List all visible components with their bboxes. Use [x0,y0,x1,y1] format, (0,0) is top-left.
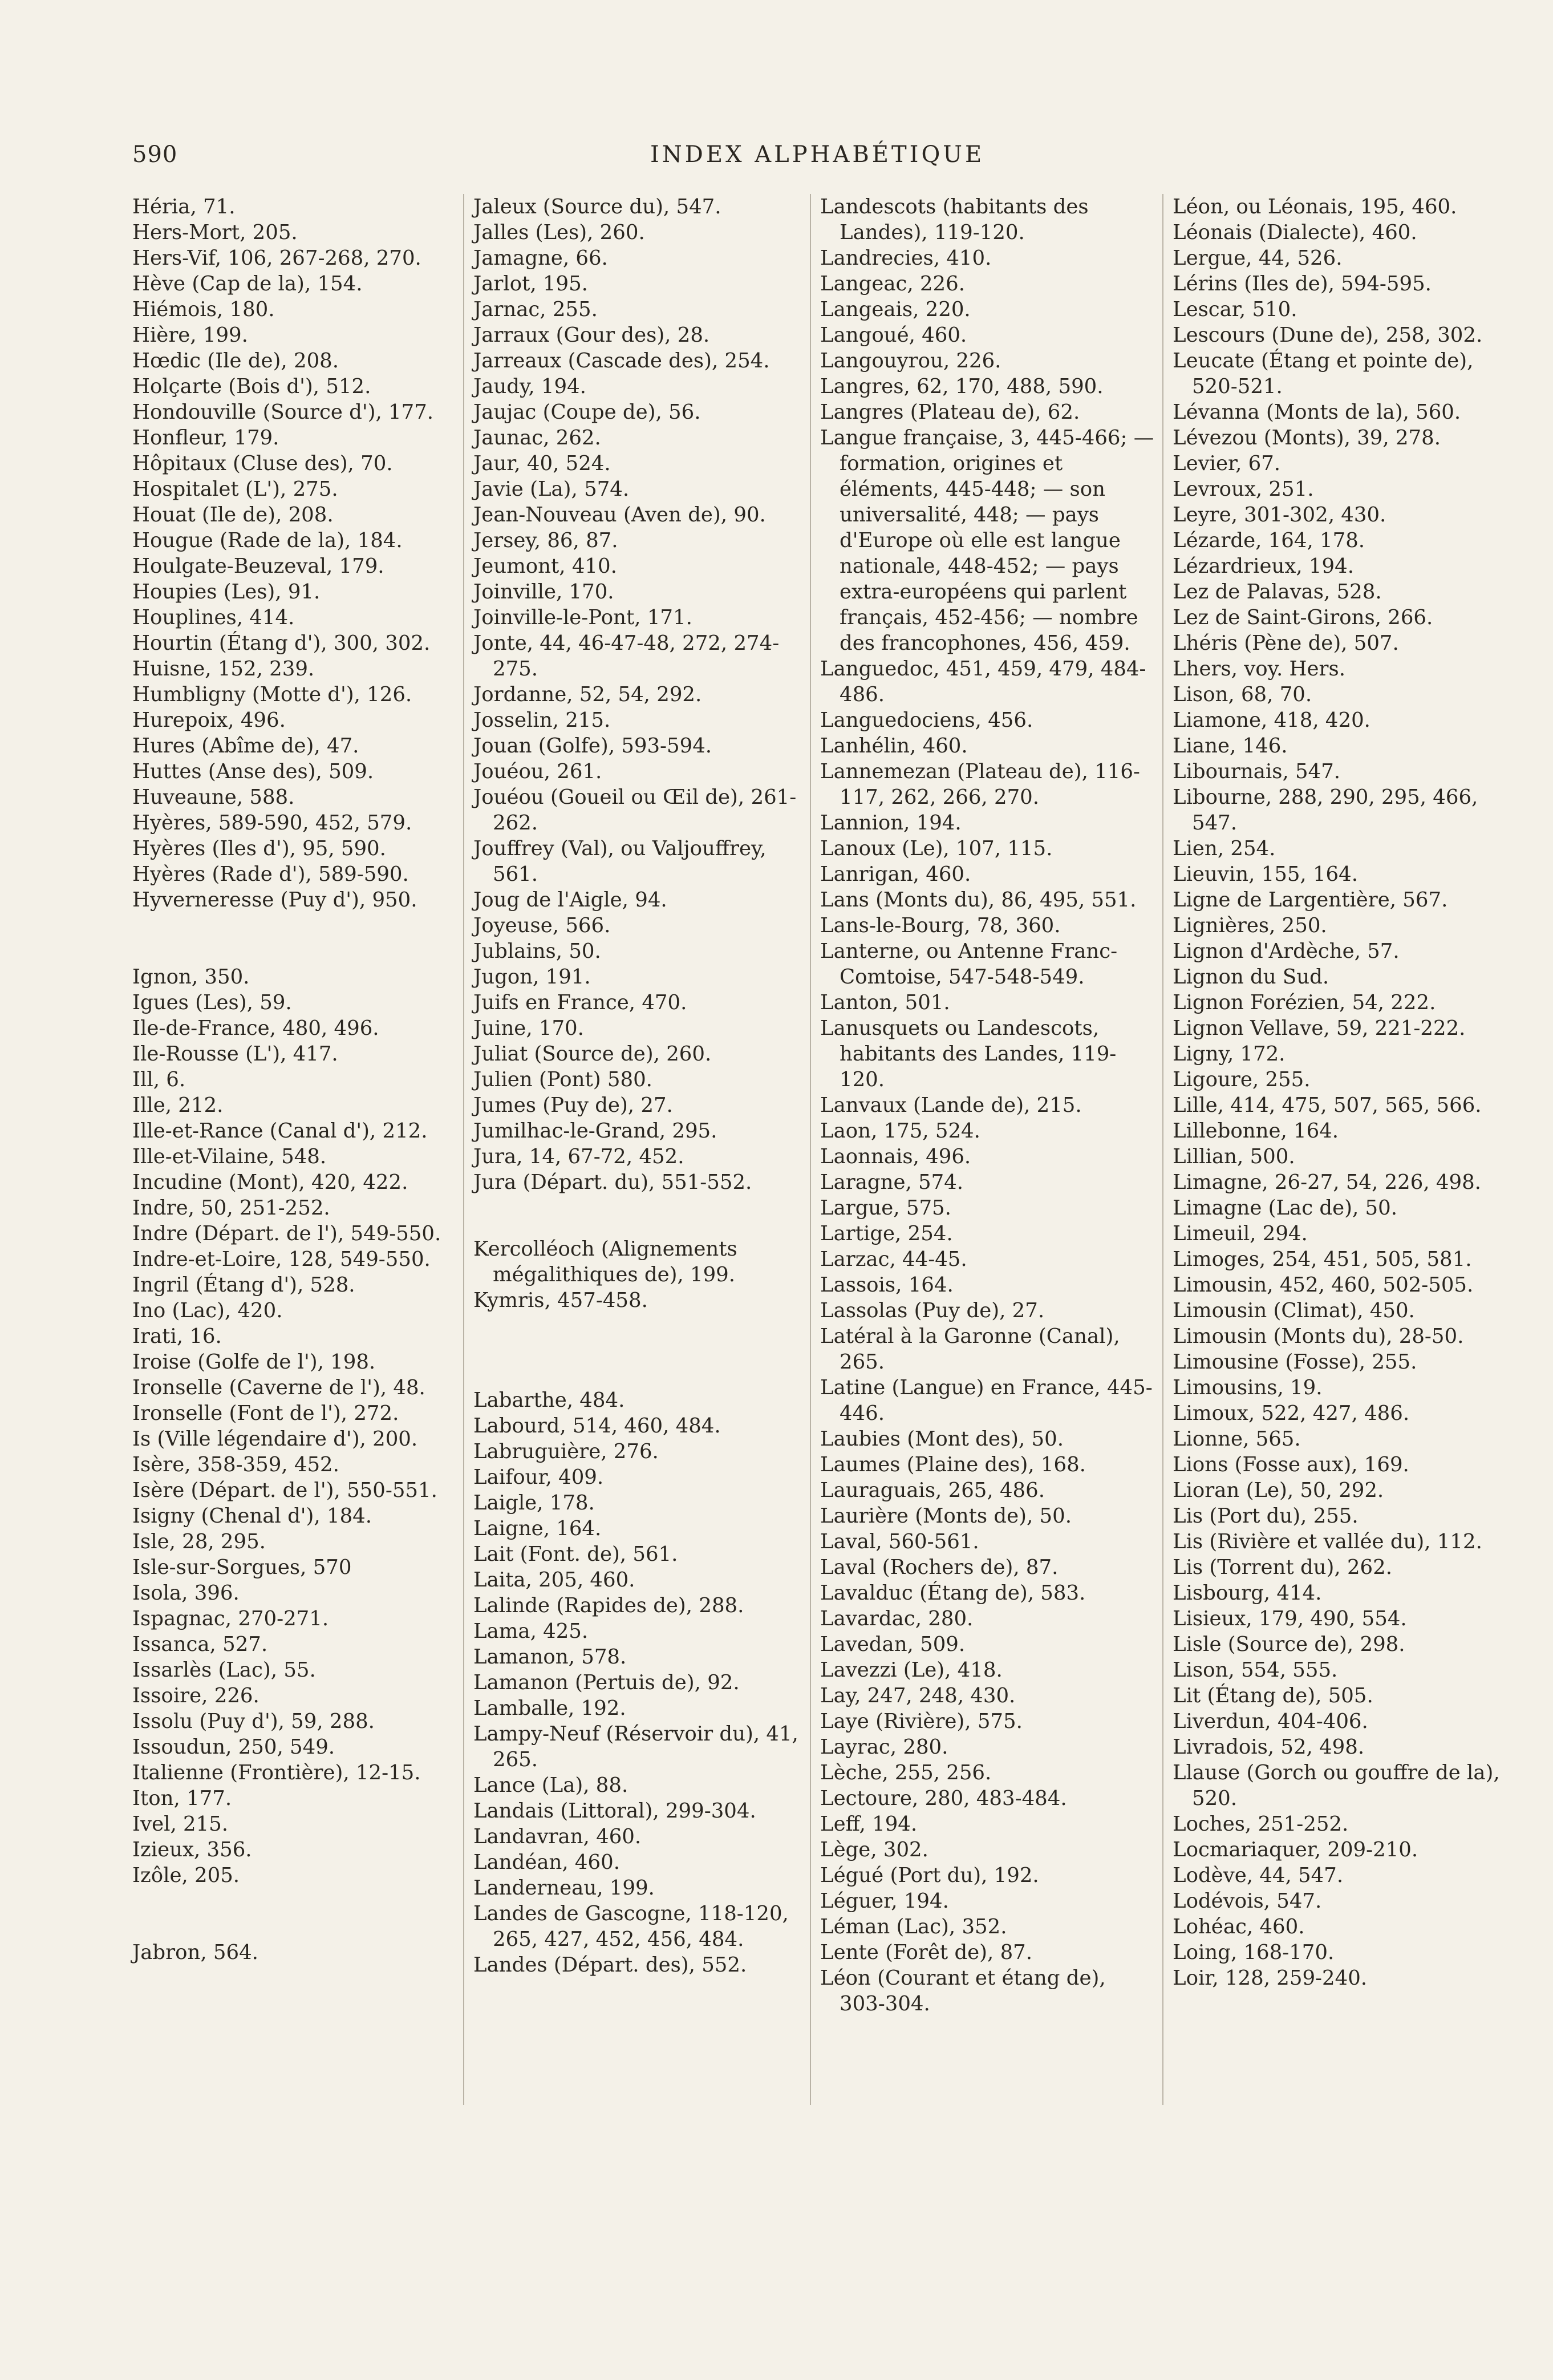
index-entry: Joug de l'Aigle, 94. [473,888,667,912]
index-entry: Italienne (Frontière), 12-15. [132,1761,421,1784]
index-entry: Hondouville (Source d'), 177. [132,400,434,424]
index-entry: Ironselle (Font de l'), 272. [132,1402,399,1425]
index-entry: Laval (Rochers de), 87. [820,1556,1059,1579]
index-entry: Langres (Plateau de), 62. [820,400,1080,424]
index-entry: Jouéou (Goueil ou Œil de), 261-262. [473,786,797,835]
index-entry: Jublains, 50. [473,940,601,963]
index-entry: Limousin (Climat), 450. [1173,1299,1415,1322]
index-entry: Hiémois, 180. [132,298,275,321]
index-entry: Lance (La), 88. [473,1774,629,1797]
index-entry: Légué (Port du), 192. [820,1864,1039,1887]
index-column-4 [1173,194,1515,1991]
index-entry: Landes (Départ. des), 552. [473,1953,747,1977]
index-entry: Hyères, 589-590, 452, 579. [132,811,412,835]
index-entry: Laurière (Monts de), 50. [820,1504,1072,1528]
index-entry: Jugon, 191. [473,965,591,989]
index-entry: Libourne, 288, 290, 295, 466, 547. [1173,786,1478,835]
index-entry: Langue française, 3, 445-466; — formation, origines et éléments, 445-448; — son universalité, 448; — pays d'Europe où elle est langue nationale, 448-452; — pays extra-européens qui parlent français, 452-456; — nombre des francophones, 456, 459. [820,426,1154,655]
index-entry: Hers-Vif, 106, 267-268, 270. [132,246,421,270]
index-entry: Hyères (Iles d'), 95, 590. [132,837,386,860]
index-entry: Lassolas (Puy de), 27. [820,1299,1045,1322]
index-entry: Lanhélin, 460. [820,734,968,758]
index-entry: Langeac, 226. [820,272,965,296]
index-entry: Leff, 194. [820,1812,918,1836]
index-entry: Indre-et-Loire, 128, 549-550. [132,1248,431,1271]
index-entry: Jarlot, 195. [473,272,588,296]
index-entry: Laval, 560-561. [820,1530,979,1553]
index-column-1 [132,194,452,1965]
index-entry: Jumes (Puy de), 27. [473,1094,673,1117]
index-entry: Landavran, 460. [473,1825,642,1848]
index-entry: Jeumont, 410. [473,554,617,578]
index-entry: Lans (Monts du), 86, 495, 551. [820,888,1137,912]
index-entry: Lannion, 194. [820,811,962,835]
index-entry: Lis (Rivière et vallée du), 112. [1173,1530,1482,1553]
index-entry: Jouffrey (Val), ou Valjouffrey, 561. [473,837,767,886]
index-entry: Joinville-le-Pont, 171. [473,606,692,629]
index-entry: Isère, 358-359, 452. [132,1453,339,1476]
index-entry: Landes de Gascogne, 118-120, 265, 427, 452, 456, 484. [473,1902,789,1951]
index-entry: Incudine (Mont), 420, 422. [132,1171,408,1194]
index-entry: Lait (Font. de), 561. [473,1543,678,1566]
index-entry: Lamballe, 192. [473,1697,626,1720]
index-entry: Lisieux, 179, 490, 554. [1173,1607,1407,1630]
index-entry: Lez de Palavas, 528. [1173,580,1382,604]
index-entry: Huttes (Anse des), 509. [132,760,374,783]
index-entry: Laon, 175, 524. [820,1119,980,1143]
index-entry: Jamagne, 66. [473,246,608,270]
index-entry: Hourtin (Étang d'), 300, 302. [132,632,431,655]
index-entry: Lescar, 510. [1173,298,1297,321]
index-entry: Lartige, 254. [820,1222,953,1245]
index-entry: Livradois, 52, 498. [1173,1735,1365,1759]
page-header [0,141,1553,176]
index-entry: Ille, 212. [132,1094,224,1117]
index-entry: Lama, 425. [473,1620,589,1643]
index-entry: Laonnais, 496. [820,1145,971,1168]
index-entry: Ivel, 215. [132,1812,229,1836]
index-entry: Léon, ou Léonais, 195, 460. [1173,195,1457,218]
index-entry: Labourd, 514, 460, 484. [473,1414,721,1438]
index-entry: Iton, 177. [132,1787,232,1810]
letter-section-gap [473,1313,804,1387]
index-entry: Hyères (Rade d'), 589-590. [132,863,409,886]
index-entry: Héria, 71. [132,195,236,218]
index-entry: Languedociens, 456. [820,709,1033,732]
index-entry: Llause (Gorch ou gouffre de la), 520. [1173,1761,1500,1810]
index-entry: Lanrigan, 460. [820,863,971,886]
index-entry: Lisle (Source de), 298. [1173,1633,1405,1656]
index-entry: Lanton, 501. [820,991,950,1014]
index-entry: Jersey, 86, 87. [473,529,618,552]
page-number: 590 [132,141,178,168]
index-entry: Lassois, 164. [820,1273,954,1297]
index-entry: Laubies (Mont des), 50. [820,1427,1064,1451]
index-entry: Isigny (Chenal d'), 184. [132,1504,372,1528]
index-entry: Issoire, 226. [132,1684,259,1707]
index-entry: Liverdun, 404-406. [1173,1710,1368,1733]
index-entry: Lavalduc (Étang de), 583. [820,1581,1086,1605]
index-entry: Limousin (Monts du), 28-50. [1173,1325,1464,1348]
index-entry: Lèche, 255, 256. [820,1761,992,1784]
index-entry: Josselin, 215. [473,709,611,732]
index-entry: Lignon Vellave, 59, 221-222. [1173,1017,1466,1040]
index-entry: Ironselle (Caverne de l'), 48. [132,1376,425,1399]
index-entry: Hospitalet (L'), 275. [132,477,338,501]
index-entry: Laye (Rivière), 575. [820,1710,1023,1733]
index-entry: Léonais (Dialecte), 460. [1173,221,1417,244]
index-entry: Ispagnac, 270-271. [132,1607,329,1630]
index-entry: Largue, 575. [820,1196,951,1220]
index-entry: Honfleur, 179. [132,426,279,450]
index-entry: Ligne de Largentière, 567. [1173,888,1448,912]
index-entry: Limoux, 522, 427, 486. [1173,1402,1410,1425]
index-entry: Lectoure, 280, 483-484. [820,1787,1067,1810]
index-entry: Limousins, 19. [1173,1376,1323,1399]
index-entry: Jaunac, 262. [473,426,601,450]
index-entry: Lévanna (Monts de la), 560. [1173,400,1461,424]
index-entry: Lisbourg, 414. [1173,1581,1322,1605]
index-entry: Ino (Lac), 420. [132,1299,283,1322]
index-entry: Lézarde, 164, 178. [1173,529,1365,552]
index-entry: Léguer, 194. [820,1889,949,1913]
index-entry: Lay, 247, 248, 430. [820,1684,1016,1707]
index-entry: Limousine (Fosse), 255. [1173,1350,1417,1374]
column-divider [463,194,464,2105]
index-entry: Langouyrou, 226. [820,349,1001,373]
index-entry: Jean-Nouveau (Aven de), 90. [473,503,766,527]
index-entry: Lohéac, 460. [1173,1915,1305,1938]
index-entry: Lhéris (Pène de), 507. [1173,632,1399,655]
index-entry: Lavardac, 280. [820,1607,974,1630]
letter-section-gap [132,1888,452,1940]
index-entry: Lionne, 565. [1173,1427,1301,1451]
index-entry: Issanca, 527. [132,1633,268,1656]
index-entry: Lanusquets ou Landescots, habitants des Landes, 119-120. [820,1017,1117,1091]
letter-section-gap [132,913,452,964]
index-entry: Limagne, 26-27, 54, 226, 498. [1173,1171,1481,1194]
index-entry: Joinville, 170. [473,580,614,604]
index-entry: Jaujac (Coupe de), 56. [473,400,701,424]
index-entry: Lans-le-Bourg, 78, 360. [820,914,1061,937]
index-entry: Lescours (Dune de), 258, 302. [1173,323,1483,347]
letter-section-gap [473,1195,804,1236]
index-entry: Indre (Départ. de l'), 549-550. [132,1222,441,1245]
index-entry: Lanvaux (Lande de), 215. [820,1094,1082,1117]
index-entry: Is (Ville légendaire d'), 200. [132,1427,418,1451]
index-column-2 [473,194,804,1978]
index-entry: Ligoure, 255. [1173,1068,1311,1091]
index-section [820,194,1157,2017]
index-entry: Jabron, 564. [132,1941,258,1964]
index-entry: Lannemezan (Plateau de), 116-117, 262, 266, 270. [820,760,1140,809]
index-entry: Hers-Mort, 205. [132,221,298,244]
index-entry: Leyre, 301-302, 430. [1173,503,1386,527]
index-entry: Lodève, 44, 547. [1173,1864,1344,1887]
index-entry: Isle-sur-Sorgues, 570 [132,1556,352,1579]
index-entry: Lis (Port du), 255. [1173,1504,1359,1528]
index-entry: Lignon d'Ardèche, 57. [1173,940,1400,963]
index-entry: Houlgate-Beuzeval, 179. [132,554,384,578]
index-entry: Lison, 68, 70. [1173,683,1312,706]
index-entry: Lhers, voy. Hers. [1173,657,1345,681]
index-entry: Hève (Cap de la), 154. [132,272,363,296]
index-section [132,194,452,913]
index-entry: Hœdic (Ile de), 208. [132,349,339,373]
index-entry: Indre, 50, 251-252. [132,1196,330,1220]
index-entry: Landéan, 460. [473,1851,620,1874]
index-entry: Lison, 554, 555. [1173,1658,1338,1682]
index-entry: Juine, 170. [473,1017,584,1040]
index-entry: Ille-et-Rance (Canal d'), 212. [132,1119,428,1143]
index-entry: Levier, 67. [1173,452,1281,475]
index-entry: Léman (Lac), 352. [820,1915,1007,1938]
index-entry: Lignières, 250. [1173,914,1327,937]
index-section [473,1387,804,1978]
index-entry: Liane, 146. [1173,734,1288,758]
index-entry: Lente (Forêt de), 87. [820,1941,1033,1964]
index-entry: Holçarte (Bois d'), 512. [132,375,371,398]
index-entry: Lillian, 500. [1173,1145,1295,1168]
index-entry: Jonte, 44, 46-47-48, 272, 274-275. [473,632,780,681]
index-entry: Javie (La), 574. [473,477,630,501]
index-entry: Liamone, 418, 420. [1173,709,1370,732]
index-entry: Larzac, 44-45. [820,1248,967,1271]
index-entry: Isola, 396. [132,1581,240,1605]
index-entry: Landerneau, 199. [473,1876,655,1900]
index-entry: Jaleux (Source du), 547. [473,195,721,218]
index-entry: Leucate (Étang et pointe de), 520-521. [1173,349,1474,398]
index-entry: Hôpitaux (Cluse des), 70. [132,452,393,475]
index-entry: Hurepoix, 496. [132,709,286,732]
index-entry: Labarthe, 484. [473,1389,625,1412]
index-entry: Hougue (Rade de la), 184. [132,529,403,552]
index-entry: Lavedan, 509. [820,1633,966,1656]
index-entry: Jouéou, 261. [473,760,602,783]
index-entry: Laumes (Plaine des), 168. [820,1453,1086,1476]
index-column-3 [820,194,1157,2017]
index-entry: Ille-et-Vilaine, 548. [132,1145,327,1168]
index-entry: Ligny, 172. [1173,1042,1286,1066]
index-entry: Huveaune, 588. [132,786,295,809]
index-section [1173,194,1515,1991]
index-entry: Iroise (Golfe de l'), 198. [132,1350,376,1374]
column-divider [1162,194,1163,2105]
index-entry: Lézardrieux, 194. [1173,554,1354,578]
index-entry: Laita, 205, 460. [473,1568,635,1592]
index-entry: Léon (Courant et étang de), 303-304. [820,1966,1106,2015]
index-entry: Lamanon, 578. [473,1645,627,1669]
index-section [132,964,452,1888]
index-entry: Jouan (Golfe), 593-594. [473,734,712,758]
index-entry: Lanterne, ou Antenne Franc-Comtoise, 547-548-549. [820,940,1118,989]
index-entry: Jalles (Les), 260. [473,221,645,244]
index-entry: Labruguière, 276. [473,1440,659,1463]
index-section [132,1940,452,1965]
index-entry: Loches, 251-252. [1173,1812,1349,1836]
index-entry: Langoué, 460. [820,323,967,347]
index-entry: Jarreaux (Cascade des), 254. [473,349,770,373]
index-entry: Lalinde (Rapides de), 288. [473,1594,744,1617]
index-entry: Lavezzi (Le), 418. [820,1658,1003,1682]
index-entry: Lège, 302. [820,1838,928,1861]
index-entry: Ignon, 350. [132,965,250,989]
index-entry: Laragne, 574. [820,1171,964,1194]
index-entry: Jaudy, 194. [473,375,586,398]
index-entry: Languedoc, 451, 459, 479, 484-486. [820,657,1146,706]
index-entry: Issoudun, 250, 549. [132,1735,335,1759]
index-entry: Limousin, 452, 460, 502-505. [1173,1273,1474,1297]
index-entry: Libournais, 547. [1173,760,1341,783]
index-entry: Limagne (Lac de), 50. [1173,1196,1398,1220]
index-entry: Loing, 168-170. [1173,1941,1335,1964]
index-entry: Issolu (Puy d'), 59, 288. [132,1710,375,1733]
index-entry: Isle, 28, 295. [132,1530,266,1553]
index-entry: Langres, 62, 170, 488, 590. [820,375,1104,398]
index-entry: Hures (Abîme de), 47. [132,734,359,758]
index-entry: Landrecies, 410. [820,246,992,270]
index-entry: Lieuvin, 155, 164. [1173,863,1359,886]
index-entry: Lérins (Iles de), 594-595. [1173,272,1432,296]
index-entry: Jaur, 40, 524. [473,452,611,475]
index-entry: Irati, 16. [132,1325,222,1348]
index-entry: Lis (Torrent du), 262. [1173,1556,1392,1579]
index-entry: Laigle, 178. [473,1491,595,1515]
index-entry: Limeuil, 294. [1173,1222,1308,1245]
index-entry: Lioran (Le), 50, 292. [1173,1479,1384,1502]
index-entry: Lodévois, 547. [1173,1889,1322,1913]
index-entry: Hyverneresse (Puy d'), 950. [132,888,417,912]
index-entry: Latine (Langue) en France, 445-446. [820,1376,1153,1425]
index-entry: Lien, 254. [1173,837,1276,860]
index-entry: Lillebonne, 164. [1173,1119,1339,1143]
index-section [473,194,804,1195]
index-entry: Loir, 128, 259-240. [1173,1966,1368,1990]
index-entry: Lille, 414, 475, 507, 565, 566. [1173,1094,1482,1117]
index-entry: Ile-Rousse (L'), 417. [132,1042,338,1066]
index-entry: Jarnac, 255. [473,298,598,321]
index-entry: Izieux, 356. [132,1838,252,1861]
index-entry: Lanoux (Le), 107, 115. [820,837,1053,860]
running-title: INDEX ALPHABÉTIQUE [650,141,985,168]
index-entry: Houat (Ile de), 208. [132,503,334,527]
index-entry: Lez de Saint-Girons, 266. [1173,606,1433,629]
index-entry: Igues (Les), 59. [132,991,292,1014]
index-entry: Landescots (habitants des Landes), 119-120. [820,195,1089,244]
index-entry: Lergue, 44, 526. [1173,246,1343,270]
index-entry: Lit (Étang de), 505. [1173,1684,1373,1707]
index-entry: Landais (Littoral), 299-304. [473,1799,756,1823]
index-entry: Latéral à la Garonne (Canal), 265. [820,1325,1120,1374]
index-entry: Locmariaquer, 209-210. [1173,1838,1418,1861]
index-entry: Lampy-Neuf (Réservoir du), 41, 265. [473,1722,798,1771]
index-entry: Langeais, 220. [820,298,971,321]
index-entry: Houpies (Les), 91. [132,580,321,604]
index-entry: Ile-de-France, 480, 496. [132,1017,379,1040]
index-entry: Kercolléoch (Alignements mégalithiques de), 199. [473,1237,737,1286]
index-entry: Lévezou (Monts), 39, 278. [1173,426,1441,450]
index-entry: Jumilhac-le-Grand, 295. [473,1119,717,1143]
index-entry: Issarlès (Lac), 55. [132,1658,316,1682]
column-divider [810,194,811,2105]
index-entry: Juifs en France, 470. [473,991,687,1014]
index-entry: Humbligny (Motte d'), 126. [132,683,412,706]
index-entry: Limoges, 254, 451, 505, 581. [1173,1248,1472,1271]
index-entry: Ingril (Étang d'), 528. [132,1273,355,1297]
index-entry: Izôle, 205. [132,1864,240,1887]
index-entry: Ill, 6. [132,1068,186,1091]
index-entry: Jordanne, 52, 54, 292. [473,683,702,706]
index-entry: Houplines, 414. [132,606,295,629]
index-entry: Juliat (Source de), 260. [473,1042,712,1066]
index-entry: Huisne, 152, 239. [132,657,315,681]
index-entry: Joyeuse, 566. [473,914,611,937]
index-entry: Lions (Fosse aux), 169. [1173,1453,1409,1476]
index-entry: Jura (Départ. du), 551-552. [473,1171,752,1194]
index-entry: Layrac, 280. [820,1735,948,1759]
index-entry: Levroux, 251. [1173,477,1314,501]
index-entry: Hière, 199. [132,323,248,347]
index-entry: Lignon Forézien, 54, 222. [1173,991,1436,1014]
index-entry: Kymris, 457-458. [473,1289,648,1312]
index-entry: Lamanon (Pertuis de), 92. [473,1671,740,1694]
index-entry: Isère (Départ. de l'), 550-551. [132,1479,437,1502]
index-entry: Julien (Pont) 580. [473,1068,652,1091]
index-section [473,1236,804,1313]
index-entry: Laigne, 164. [473,1517,602,1540]
index-entry: Lignon du Sud. [1173,965,1329,989]
index-entry: Lauraguais, 265, 486. [820,1479,1045,1502]
index-entry: Jura, 14, 67-72, 452. [473,1145,684,1168]
index-entry: Laifour, 409. [473,1466,604,1489]
index-entry: Jarraux (Gour des), 28. [473,323,710,347]
